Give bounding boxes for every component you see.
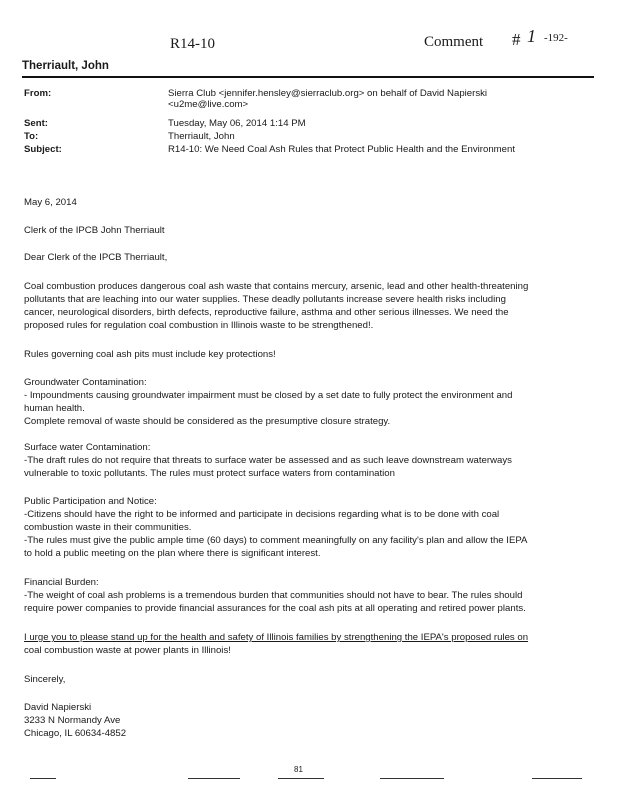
letter-date: May 6, 2014 <box>24 197 77 208</box>
public-line: combustion waste in their communities. <box>24 522 192 533</box>
intro-line: Coal combustion produces dangerous coal ash waste that contains mercury, arsenic, lead and other health-threatening <box>24 281 529 292</box>
intro-line: proposed rules for regulation coal combustion in Illinois waste to be strengthened!. <box>24 320 374 331</box>
sent-value: Tuesday, May 06, 2014 1:14 PM <box>168 118 306 129</box>
groundwater-line: Complete removal of waste should be considered as the presumptive closure strategy. <box>24 416 391 427</box>
salutation: Dear Clerk of the IPCB Therriault, <box>24 252 168 263</box>
intro-line: pollutants that are leaching into our water supplies. These deadly pollutants increase severe health risks including <box>24 294 506 305</box>
signature-name: David Napierski <box>24 702 92 713</box>
rules-line: Rules governing coal ash pits must include key protections! <box>24 349 276 360</box>
urge-line: coal combustion waste at power plants in Illinois! <box>24 645 231 656</box>
financial-line: -The weight of coal ash problems is a tremendous burden that communities should not have to bear. The rules should <box>24 590 523 601</box>
public-line: to hold a public meeting on the plan where there is significant interest. <box>24 548 321 559</box>
financial-line: require power companies to provide financial assurances for the coal ash pits at all operating and retired power plants. <box>24 603 526 614</box>
sent-label: Sent: <box>24 118 48 129</box>
footer-rule <box>380 778 444 779</box>
to-label: To: <box>24 131 39 142</box>
closing: Sincerely, <box>24 674 66 685</box>
subject-value: R14-10: We Need Coal Ash Rules that Protect Public Health and the Environment <box>168 144 515 155</box>
urge-line: I urge you to please stand up for the health and safety of Illinois families by strengthening the IEPA's proposed rules on <box>24 632 529 643</box>
public-line: -The rules must give the public ample time (60 days) to comment meaningfully on any facility's plan and allow the IEPA <box>24 535 528 546</box>
page-number: 81 <box>294 765 303 774</box>
handwritten-number: 1 <box>527 26 536 46</box>
financial-heading: Financial Burden: <box>24 577 99 588</box>
groundwater-line: human health. <box>24 403 85 414</box>
public-heading: Public Participation and Notice: <box>24 496 157 507</box>
from-value: Sierra Club <jennifer.hensley@sierraclub.org> on behalf of David Napierski <u2me@live.com> <box>168 88 488 110</box>
surface-line: -The draft rules do not require that threats to surface water be assessed and as such leave downstream waterways <box>24 455 512 466</box>
groundwater-line: - Impoundments causing groundwater impairment must be closed by a set date to fully protect the environment and <box>24 390 513 401</box>
addressee: Clerk of the IPCB John Therriault <box>24 225 165 236</box>
footer-rule <box>188 778 240 779</box>
intro-line: cancer, neurological disorders, birth defects, reproductive failure, asthma and other serious illnesses. We need the <box>24 307 509 318</box>
groundwater-heading: Groundwater Contamination: <box>24 377 147 388</box>
signature-street: 3233 N Normandy Ave <box>24 715 121 726</box>
surface-line: vulnerable to toxic pollutants. The rules must protect surface waters from contamination <box>24 468 395 479</box>
header-rule <box>22 76 594 78</box>
comment-number: -192- <box>544 32 568 44</box>
signature-city: Chicago, IL 60634-4852 <box>24 728 127 739</box>
surface-heading: Surface water Contamination: <box>24 442 151 453</box>
docket-code: R14-10 <box>170 36 215 52</box>
to-value: Therriault, John <box>168 131 235 142</box>
footer-rule <box>278 778 324 779</box>
subject-label: Subject: <box>24 144 62 155</box>
public-line: -Citizens should have the right to be informed and participate in decisions regarding what is to be done with coal <box>24 509 500 520</box>
recipient-name: Therriault, John <box>22 60 109 72</box>
comment-hash: # <box>512 30 521 49</box>
comment-label: Comment <box>424 34 484 50</box>
from-label: From: <box>24 88 52 99</box>
footer-rule <box>30 778 56 779</box>
footer-rule <box>532 778 582 779</box>
